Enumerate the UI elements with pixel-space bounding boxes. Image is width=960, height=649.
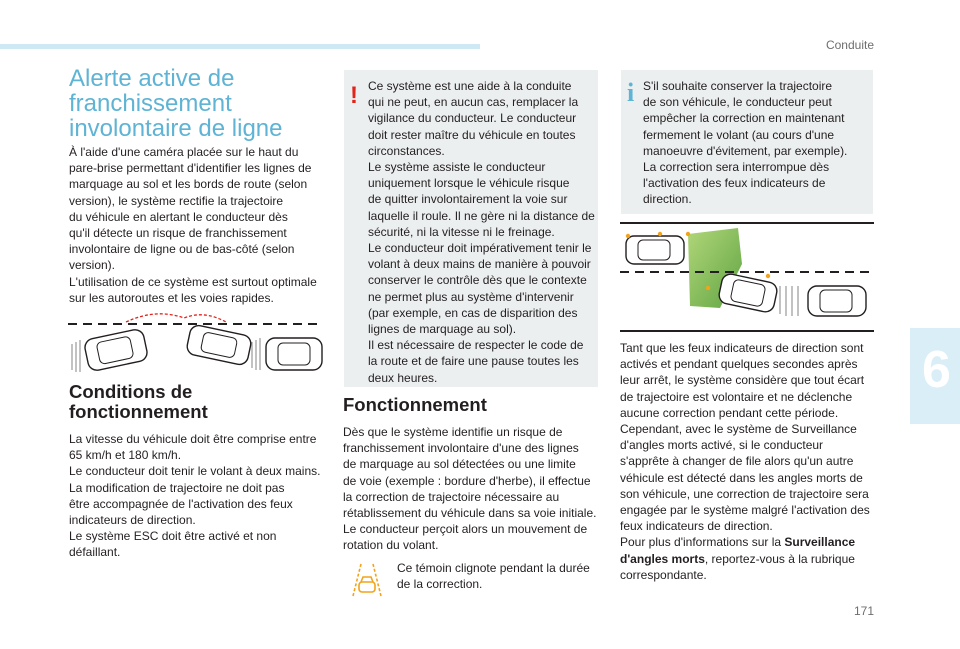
trajectory-correction-illustration bbox=[620, 226, 876, 328]
right-text bbox=[620, 340, 875, 583]
conditions-text: La vitesse du véhicule doit être comprise entre 65 km/h et 180 km/h. Le conducteur doit tenir le volant à deux mains. La modification de trajectoire ne doit pas être accompagnée de l'activation des feux indicateurs de direction. Le système ESC doit être activé et non défaillant. bbox=[69, 432, 321, 560]
section-name: Conduite bbox=[825, 38, 874, 52]
divider-top bbox=[620, 222, 874, 224]
warning-box bbox=[344, 70, 598, 387]
lane-departure-illustration bbox=[66, 308, 328, 380]
warning-icon: ! bbox=[350, 82, 358, 109]
divider-bottom bbox=[620, 330, 874, 332]
page-title: Alerte active de franchissement involontaire de ligne bbox=[69, 65, 283, 142]
page-number: 171 bbox=[853, 604, 874, 618]
fonctionnement-heading: Fonctionnement bbox=[343, 394, 487, 415]
lane-warning-lamp-icon bbox=[347, 562, 387, 598]
warning-text: Ce système est une aide à la conduite qui ne peut, en aucun cas, remplacer la vigilance du conducteur. Le conducteur doit rester maître du véhicule en toutes circonstances. Le système assiste le conducteur uniquement lorsque le véhicule risque de quitter involontairement la voie sur laquelle il roule. Il ne gère ni la distance de sécurité, ni la vitesse ni le freinage. Le conducteur doit impérativement tenir le volant à deux mains de manière à pouvoir conserver le contrôle dès que le contexte ne permet plus au système d'intervenir (par exemple, en cas de disparition des lignes de marquage au sol). Il est nécessaire de respecter le code de la route et de faire une pause toutes les deux heures. bbox=[368, 79, 595, 385]
header-bar bbox=[0, 44, 480, 49]
intro-text: À l'aide d'une caméra placée sur le haut du pare-brise permettant d'identifier les lignes de marquage au sol et les bords de route (selon version), le système rectifie la trajectoire du véhicule en alertant le conducteur dès qu'il détecte un risque de franchissement involontaire de ligne ou de bas-côté (selon version). L'utilisation de ce système est surtout optimale sur les autoroutes et les voies rapides. bbox=[69, 145, 317, 305]
fonctionnement-text: Dès que le système identifie un risque de franchissement involontaire d'une des lignes de marquage au sol détectées ou une limite de voie (exemple : bordure d'herbe), il effectue la correction de trajectoire nécessaire au rétablissement du véhicule dans sa voie initiale. Le conducteur perçoit alors un mouvement de rotation du volant. bbox=[343, 425, 597, 553]
chapter-tab bbox=[910, 328, 960, 424]
conditions-heading: Conditions de fonctionnement bbox=[69, 381, 208, 422]
right-text-part1: Tant que les feux indicateurs de direction sont activés et pendant quelques secondes après leur arrêt, le système considère que tout écart de trajectoire est volontaire et ne déclenche aucune correction pendant cette période. Cependant, avec le système de Surveillance d'angles morts activé, si le conducteur s'apprête à changer de file alors qu'un autre véhicule est détecté dans les angles morts de son véhicule, une correction de trajectoire sera engagée par le système malgré l'activation des feux indicateurs de direction. Pour plus d'informations sur la bbox=[620, 341, 870, 550]
info-box bbox=[621, 70, 873, 214]
chapter-number: 6 bbox=[922, 341, 951, 399]
info-icon: i bbox=[627, 78, 635, 107]
right-text-part2: , reportez-vous à la rubrique correspondante. bbox=[620, 551, 855, 582]
lamp-text: Ce témoin clignote pendant la durée de la correction. bbox=[397, 561, 590, 592]
blind-spot-link[interactable]: Surveillance d'angles morts bbox=[620, 535, 856, 566]
info-text: S'il souhaite conserver la trajectoire de son véhicule, le conducteur peut empêcher la correction en maintenant fermement le volant (au cours d'une manoeuvre d'évitement, par exemple). La correction sera interrompue dès l'activation des feux indicateurs de direction. bbox=[643, 79, 848, 207]
